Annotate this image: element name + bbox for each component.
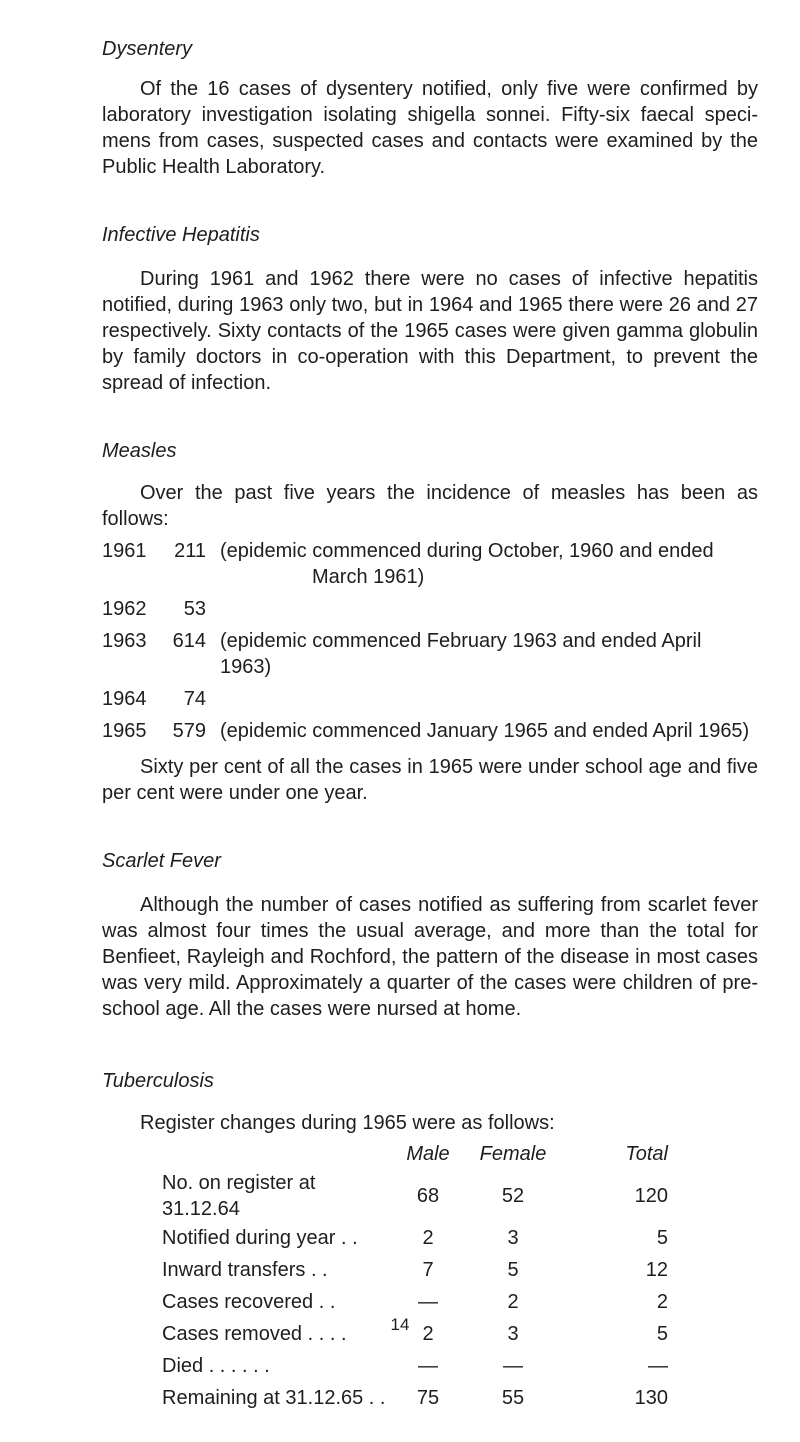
measles-note-line1: (epidemic commenced January 1965 and ended April 1965)	[220, 720, 750, 742]
hepatitis-heading: Infective Hepatitis	[102, 224, 260, 246]
register-female: 5	[507, 1259, 519, 1281]
measles-row-continuation	[102, 564, 758, 590]
register-label: Died . . . . . .	[162, 1355, 270, 1377]
dysentery-text: Of the 16 cases of dysentery notified, only five were confirmed by laboratory investigation isolating shigella sonnei. Fifty-six faecal speci- mens from cases, suspected cases and contacts were examined by the Public Health Laboratory.	[102, 78, 758, 178]
measles-intro: Over the past five years the incidence of measles has been as follows:	[102, 482, 758, 530]
header-blank	[162, 1138, 398, 1170]
register-label: Notified during year . .	[162, 1227, 358, 1249]
header-male: Male	[406, 1143, 450, 1165]
register-label: No. on register at 31.12.64	[162, 1172, 316, 1220]
measles-note	[220, 538, 758, 564]
register-label: Cases removed . . . .	[162, 1323, 347, 1345]
register-row	[162, 1350, 668, 1382]
measles-count: 53	[183, 598, 206, 620]
register-total: 5	[656, 1227, 668, 1249]
measles-table	[102, 538, 758, 744]
measles-year: 1962	[102, 598, 147, 620]
register-male: 2	[422, 1323, 434, 1345]
register-body	[162, 1170, 668, 1414]
register-table	[162, 1138, 668, 1414]
register-male: —	[418, 1291, 438, 1313]
register-female: 3	[507, 1323, 519, 1345]
hepatitis-text: During 1961 and 1962 there were no cases of infective hepatitis notified, during 1963 only two, but in 1964 and 1965 there were 26 and 27 respectively. Sixty contacts of the 1965 cases were given gamma globulin by family doctors in co-operation with this Department, to prevent the spread of infection.	[102, 268, 758, 394]
measles-row	[102, 596, 758, 622]
register-row	[162, 1222, 668, 1254]
register-row	[162, 1170, 668, 1222]
measles-note	[220, 686, 758, 712]
tuberculosis-section	[102, 1068, 758, 1414]
measles-note-line2: March 1961)	[312, 566, 425, 588]
register-male: 7	[422, 1259, 434, 1281]
register-total: 12	[645, 1259, 668, 1281]
tuberculosis-heading: Tuberculosis	[102, 1070, 214, 1092]
register-header-row	[162, 1138, 668, 1170]
register-label: Cases recovered . .	[162, 1291, 336, 1313]
measles-note-line1: (epidemic commenced during October, 1960 and ended	[220, 540, 714, 562]
measles-year: 1963	[102, 630, 147, 652]
register-male: 68	[416, 1185, 440, 1207]
register-male: 2	[422, 1227, 434, 1249]
hepatitis-section	[102, 222, 758, 396]
measles-row	[102, 538, 758, 564]
register-total: 120	[634, 1185, 668, 1207]
dysentery-heading: Dysentery	[102, 38, 193, 60]
measles-note	[220, 718, 758, 744]
register-total: 5	[656, 1323, 668, 1345]
measles-count: 74	[183, 688, 206, 710]
scarlet-text: Although the number of cases notified as suffering from scarlet fever was almost four times the usual average, and more than the total for Benfieet, Rayleigh and Rochford, the pattern of the disease in most cases was very mild. Approximately a quarter of the cases were children of pre-school age. All the cases were nursed at home.	[102, 894, 758, 1020]
register-female: —	[503, 1355, 523, 1377]
measles-year: 1965	[102, 720, 147, 742]
measles-year: 1964	[102, 688, 147, 710]
register-row	[162, 1382, 668, 1414]
measles-note	[220, 596, 758, 622]
measles-count: 211	[174, 540, 206, 562]
register-label: Inward transfers . .	[162, 1259, 328, 1281]
header-total: Total	[625, 1143, 668, 1165]
register-male: —	[418, 1355, 438, 1377]
scarlet-heading: Scarlet Fever	[102, 850, 221, 872]
measles-year: 1961	[102, 540, 147, 562]
measles-row	[102, 686, 758, 712]
measles-heading: Measles	[102, 440, 177, 462]
measles-row	[102, 628, 758, 680]
register-female: 55	[501, 1387, 525, 1409]
register-female: 3	[507, 1227, 519, 1249]
register-female: 2	[507, 1291, 519, 1313]
measles-note	[220, 628, 758, 680]
register-total: 2	[656, 1291, 668, 1313]
register-female: 52	[501, 1185, 525, 1207]
measles-note-line1: (epidemic commenced February 1963 and ended April 1963)	[220, 630, 702, 678]
register-row	[162, 1254, 668, 1286]
page-number: 14	[390, 1315, 410, 1334]
measles-count: 579	[172, 720, 206, 742]
header-female: Female	[479, 1143, 547, 1165]
report-page	[102, 36, 758, 1442]
register-label: Remaining at 31.12.65 . .	[162, 1387, 386, 1409]
tuberculosis-intro: Register changes during 1965 were as follows:	[140, 1112, 555, 1134]
measles-row	[102, 718, 758, 744]
register-total: —	[648, 1355, 668, 1377]
scarlet-section	[102, 848, 758, 1022]
register-male: 75	[416, 1387, 440, 1409]
measles-count: 614	[172, 630, 206, 652]
register-total: 130	[634, 1387, 668, 1409]
dysentery-section	[102, 36, 758, 180]
measles-section	[102, 438, 758, 806]
measles-summary: Sixty per cent of all the cases in 1965 were under school age and five per cent were under one year.	[102, 756, 758, 804]
